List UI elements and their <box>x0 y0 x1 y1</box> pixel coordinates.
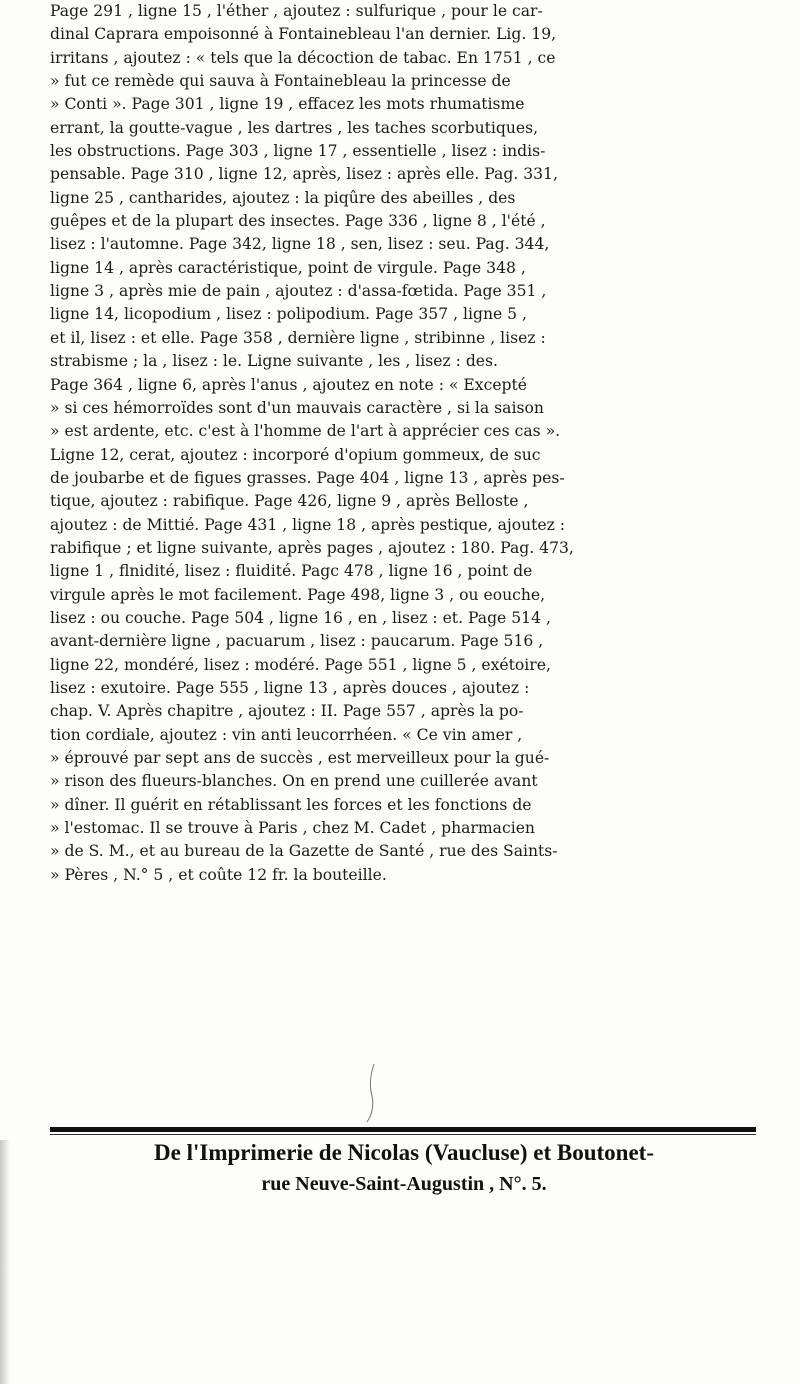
thin-rule <box>50 1134 756 1135</box>
imprint-line-1: De l'Imprimerie de Nicolas (Vaucluse) et Boutonet- <box>154 1140 654 1165</box>
thick-rule <box>50 1127 756 1132</box>
errata-text: Page 291 , ligne 15 , l'éther , ajoutez : sulfurique , pour le car- dinal Caprara empoisonné à Fontainebleau l'an dernier. Lig. 19, irritans , ajoutez : « tels que la décoction de tabac. En 1751 , ce » fut ce remède qui sauva à Fontainebleau la princesse de » Conti ». Page 301 , ligne 19 , effacez les mots rhumatisme errant, la goutte-vague , les dartres , les taches scorbutiques, les obstructions. Page 303 , ligne 17 , essentielle , lisez : indis- pensable. Page 310 , ligne 12, après, lisez : après elle. Pag. 331, ligne 25 , cantharides, ajoutez : la piqûre des abeilles , des guêpes et de la plupart des insectes. Page 336 , ligne 8 , l'été , lisez : l'automne. Page 342, ligne 18 , sen, lisez : seu. Pag. 344, ligne 14 , après caractéristique, point de virgule. Page 348 , ligne 3 , après mie de pain , ajoutez : d'assa-fœtida. Page 351 , ligne 14, licopodium , lisez : polipodium. Page 357 , ligne 5 , et il, lisez : et elle. Page 358 , dernière ligne , stribinne , lisez : strabisme ; la , lisez : le. Ligne suivante , les , lisez : des. Page 364 , ligne 6, après l'anus , ajoutez en note : « Excepté » si ces hémorroïdes sont d'un mauvais caractère , si la saison » est ardente, etc. c'est à l'homme de l'art à apprécier ces cas ». Ligne 12, cerat, ajoutez : incorporé d'opium gommeux, de suc de joubarbe et de figues grasses. Page 404 , ligne 13 , après pes- tique, ajoutez : rabifique. Page 426, ligne 9 , après Belloste , ajoutez : de Mittié. Page 431 , ligne 18 , après pestique, ajoutez : rabifique ; et ligne suivante, après pages , ajoutez : 180. Pag. 473, ligne 1 , flnidité, lisez : fluidité. Pagc 478 , ligne 16 , point de virgule après le mot facilement. Page 498, ligne 3 , ou eouche, lisez : ou couche. Page 504 , ligne 16 , en , lisez : et. Page 514 , avant-dernière ligne , pacuarum , lisez : paucarum. Page 516 , ligne 22, mondéré, lisez : modéré. Page 551 , ligne 5 , exétoire, lisez : exutoire. Page 555 , ligne 13 , après douces , ajoutez : chap. V. Après chapitre , ajoutez : II. Page 557 , après la po- tion cordiale, ajoutez : vin anti leucorrhéen. « Ce vin amer , » éprouvé par sept ans de succès , est merveilleux pour la gué- » rison des flueurs-blanches. On en prend une cuillerée avant » dîner. Il guérit en rétablissant les forces et les fonctions de » l'estomac. Il se trouve à Paris , chez M. Cadet , pharmacien » de S. M., et au bureau de la Gazette de Santé , rue des Saints- » Pères , N.° 5 , et coûte 12 fr. la bouteille. <box>50 2 574 884</box>
imprint <box>50 1137 758 1199</box>
imprint-line-2: rue Neuve-Saint-Augustin , N°. 5. <box>261 1173 547 1195</box>
pencil-mark-icon <box>365 1062 377 1124</box>
binding-shadow <box>0 1140 10 1384</box>
